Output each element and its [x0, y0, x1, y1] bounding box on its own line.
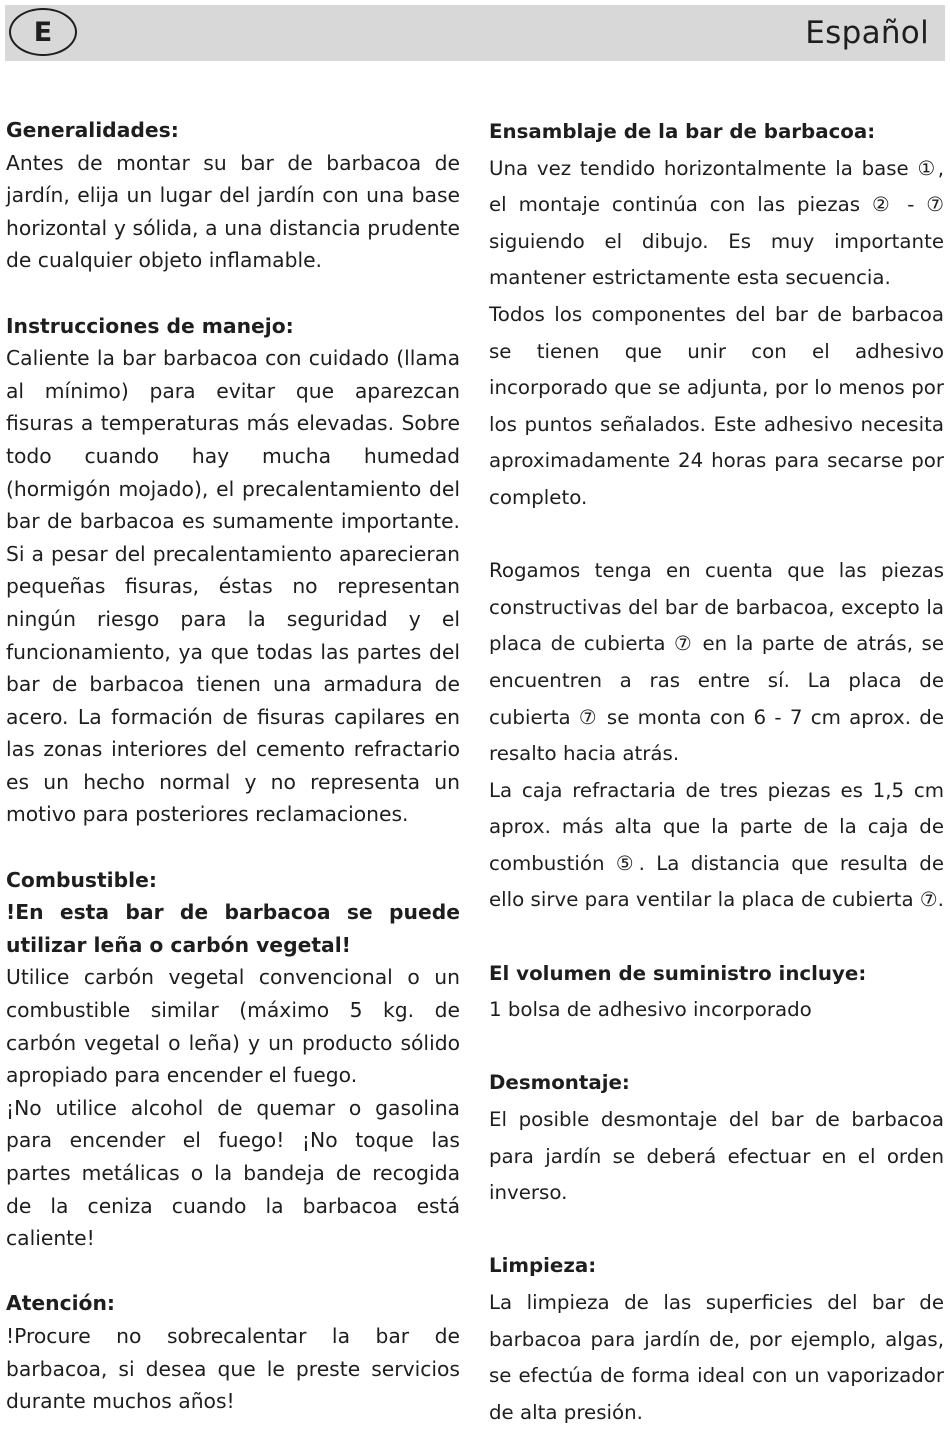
section-ensamblaje — [489, 114, 944, 517]
section-heading: Atención: — [6, 1291, 116, 1316]
page-header — [5, 5, 945, 61]
section-heading: Combustible: — [6, 867, 157, 892]
section-text: El posible desmontaje del bar de barbacoa para jardín se deberá efectuar en el orden inverso. — [489, 1108, 944, 1205]
section-heading: Desmontaje: — [489, 1071, 630, 1095]
section-text: La limpieza de las superficies del bar de barbacoa para jardín de, por ejemplo, algas, se efectúa de forma ideal con un vaporizador de alta presión. — [489, 1291, 944, 1424]
section-combustible — [6, 864, 460, 1255]
section-text: Una vez tendido horizontalmente la base ①, el montaje continúa con las piezas ② - ⑦ siguiendo el dibujo. Es muy importante mantener estrictamente esta secuencia. — [489, 156, 944, 290]
section-heading: Generalidades: — [6, 118, 179, 142]
section-text: Rogamos tenga en cuenta que las piezas constructivas del bar de barbacoa, excepto la placa de cubierta ⑦ en la parte de atrás, se encuentren a ras entre sí. La placa de cubierta ⑦ se monta con 6 - 7 cm aprox. de resalto hacia atrás. — [489, 559, 944, 766]
section-text: Caliente la bar barbacoa con cuidado (llama al mínimo) para evitar que aparezcan fisuras a temperaturas más elevadas. Sobre todo cuando hay mucha humedad (hormigón mojado), el precalentamiento del bar de barbacoa es sumamente importante. Si a pesar del precalentamiento aparecieran pequeñas fisuras, éstas no representan ningún riesgo para la seguridad y el funcionamiento, ya que todas las partes del bar de barbacoa tienen una armadura de acero. La formación de fisuras capilares en las zonas interiores del cemento refractario es un hecho normal y no representa un motivo para posteriores reclamaciones. — [6, 346, 460, 827]
section-rogamos — [489, 553, 944, 919]
section-text: Todos los componentes del bar de barbacoa se tienen que unir con el adhesivo incorporado que se adjunta, por lo menos por los puntos señalados. Este adhesivo necesita aproximadamente 24 horas para secarse por completo. — [489, 302, 944, 509]
section-heading: Ensamblaje de la bar de barbacoa: — [489, 120, 876, 143]
section-suministro — [489, 956, 944, 1029]
language-title: Español — [805, 15, 929, 51]
section-heading: Instrucciones de manejo: — [6, 313, 294, 338]
section-heading: El volumen de suministro incluye: — [489, 961, 867, 985]
section-heading: Limpieza: — [489, 1254, 597, 1278]
section-text: La caja refractaria de tres piezas es 1,5 cm aprox. más alta que la parte de la caja de combustión ⑤. La distancia que resulta de ello sirve para ventilar la placa de cubierta ⑦. — [489, 778, 944, 912]
section-text: 1 bolsa de adhesivo incorporado — [489, 998, 812, 1022]
section-desmontaje — [489, 1065, 944, 1211]
right-column — [489, 114, 944, 1431]
section-generalidades — [6, 114, 460, 277]
section-instrucciones — [6, 310, 460, 832]
section-text: Utilice carbón vegetal convencional o un combustible similar (máximo 5 kg. de carbón vegetal o leña) y un producto sólido apropiado para encender el fuego. — [6, 965, 460, 1088]
section-text: Antes de montar su bar de barbacoa de jardín, elija un lugar del jardín con una base horizontal y sólida, a una distancia prudente de cualquier objeto inflamable. — [6, 150, 460, 273]
fuel-warning: !En esta bar de barbacoa se puede utilizar leña o carbón vegetal! — [6, 900, 460, 957]
section-limpieza — [489, 1248, 944, 1431]
language-badge: E — [9, 8, 77, 56]
section-text: !Procure no sobrecalentar la bar de barbacoa, si desea que le preste servicios durante muchos años! — [6, 1323, 460, 1414]
left-column — [6, 114, 460, 1418]
section-text: ¡No utilice alcohol de quemar o gasolina para encender el fuego! ¡No toque las partes metálicas o la bandeja de recogida de la ceniza cuando la barbacoa está caliente! — [6, 1095, 460, 1251]
section-atencion — [6, 1287, 460, 1417]
